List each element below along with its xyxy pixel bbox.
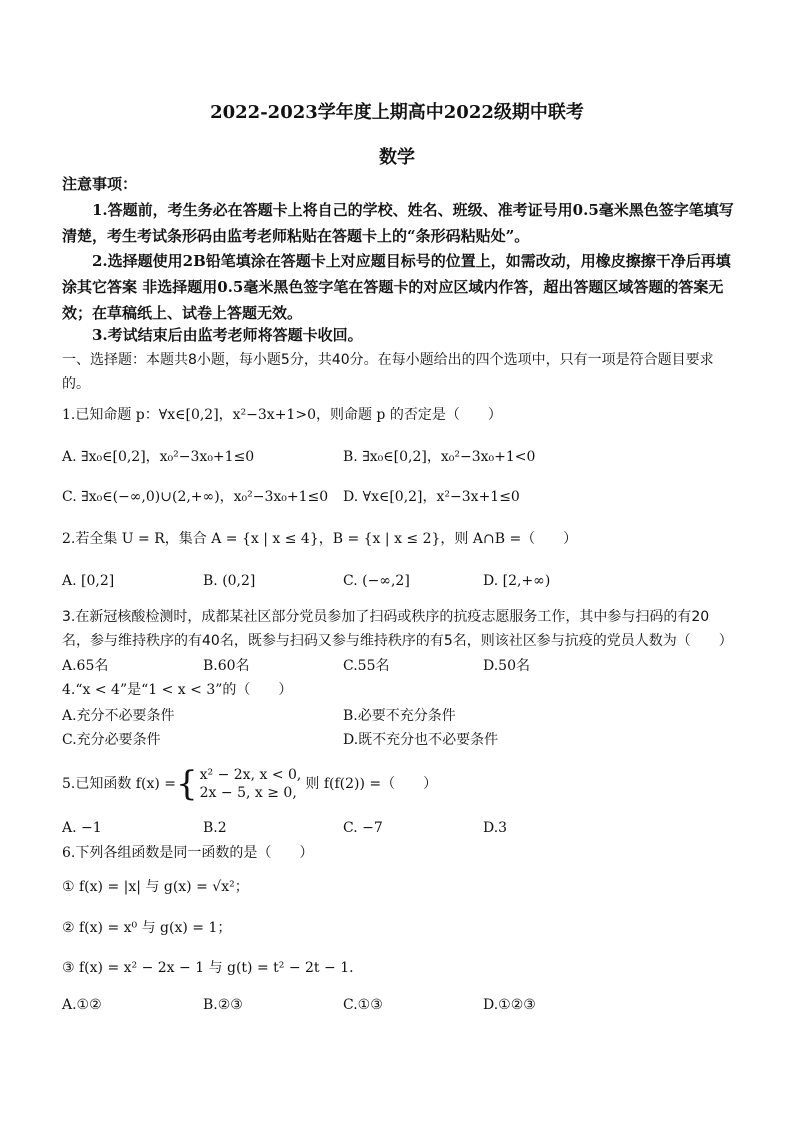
question-3-stem: 3.在新冠核酸检测时，成都某社区部分党员参加了扫码或秩序的抗疫志愿服务工作，其中参与扫码的有20名，参与维持秩序的有40名，既参与扫码又参与维持秩序的有5名，则该社区参与抗疫的党员人数为（ ） (62, 609, 733, 649)
option-4a: A.充分不必要条件 (62, 708, 175, 724)
question-6-item-3: ③ f(x) = x² − 2x − 1 与 g(t) = t² − 2t − 1. (62, 960, 354, 976)
notice-item-3: 3.考试结束后由监考老师将答题卡收回。 (92, 326, 363, 344)
option-3b: B.60名 (203, 658, 250, 674)
option-3a: A.65名 (62, 658, 109, 674)
option-4b: B.必要不充分条件 (343, 708, 456, 724)
option-2d: D. [2,+∞) (483, 573, 551, 589)
option-3c: C.55名 (343, 658, 390, 674)
subject-title: 数学 (379, 147, 415, 168)
question-2-stem: 2.若全集 U = R，集合 A = {x | x ≤ 4}，B = {x | x ≤ 2}，则 A∩B =（ ） (62, 531, 578, 547)
notice-item-2: 2.选择题使用2B铅笔填涂在答题卡上对应题目标号的位置上，如需改动，用橡皮擦擦干净后再填涂其它答案 非选择题用0.5毫米黑色签字笔在答题卡的对应区域内作答，超出答题区域答题的答案无效；在草稿纸上、试卷上答题无效。 (62, 252, 731, 322)
section-intro: 一、选择题：本题共8小题，每小题5分，共40分。在每小题给出的四个选项中，只有一项是符合题目要求的。 (62, 352, 714, 392)
piecewise-cases (200, 766, 302, 802)
question-6-item-2: ② f(x) = x⁰ 与 g(x) = 1； (62, 920, 232, 936)
option-4c: C.充分必要条件 (62, 732, 161, 748)
piecewise-case-1: x² − 2x, x < 0, (199, 767, 302, 783)
option-1a: A. ∃x₀∈[0,2]，x₀²−3x₀+1≤0 (62, 449, 255, 465)
notice-heading: 注意事项： (62, 175, 138, 193)
question-6-item-1: ① f(x) = |x| 与 g(x) = √x²； (62, 879, 249, 895)
option-2c: C. (−∞,2] (343, 573, 410, 589)
option-5d: D.3 (483, 820, 508, 836)
option-6b: B.②③ (203, 997, 243, 1013)
piecewise-case-2: 2x − 5, x ≥ 0, (199, 785, 297, 801)
option-6c: C.①③ (343, 997, 383, 1013)
question-4-stem: 4.“x < 4”是“1 < x < 3”的（ ） (62, 682, 293, 698)
question-1-stem: 1.已知命题 p：∀x∈[0,2]，x²−3x+1>0，则命题 p 的否定是（ ） (62, 407, 502, 423)
option-5a: A. −1 (62, 820, 102, 836)
question-5-prefix: 5.已知函数 f(x) = (62, 776, 176, 792)
option-1d: D. ∀x∈[0,2]，x²−3x+1≤0 (343, 489, 520, 505)
question-5-suffix: 则 f(f(2)) =（ ） (305, 776, 438, 792)
option-4d: D.既不充分也不必要条件 (343, 732, 499, 748)
option-5c: C. −7 (343, 820, 383, 836)
option-6d: D.①②③ (483, 997, 536, 1013)
option-2b: B. (0,2] (203, 573, 256, 589)
option-1c: C. ∃x₀∈(−∞,0)∪(2,+∞)，x₀²−3x₀+1≤0 (62, 489, 329, 505)
option-2a: A. [0,2] (62, 573, 115, 589)
option-6a: A.①② (62, 997, 102, 1013)
exam-title: 2022-2023学年度上期高中2022级期中联考 (210, 102, 584, 123)
option-5b: B.2 (203, 820, 227, 836)
question-5-stem (62, 760, 734, 808)
option-3d: D.50名 (483, 658, 530, 674)
notice-item-1: 1.答题前，考生务必在答题卡上将自己的学校、姓名、班级、准考证号用0.5毫米黑色签字笔填写清楚，考生考试条形码由监考老师粘贴在答题卡上的“条形码粘贴处”。 (62, 201, 734, 245)
option-1b: B. ∃x₀∈[0,2]，x₀²−3x₀+1<0 (343, 449, 536, 465)
question-6-stem: 6.下列各组函数是同一函数的是（ ） (62, 845, 314, 861)
piecewise-brace-icon: { (176, 764, 198, 804)
